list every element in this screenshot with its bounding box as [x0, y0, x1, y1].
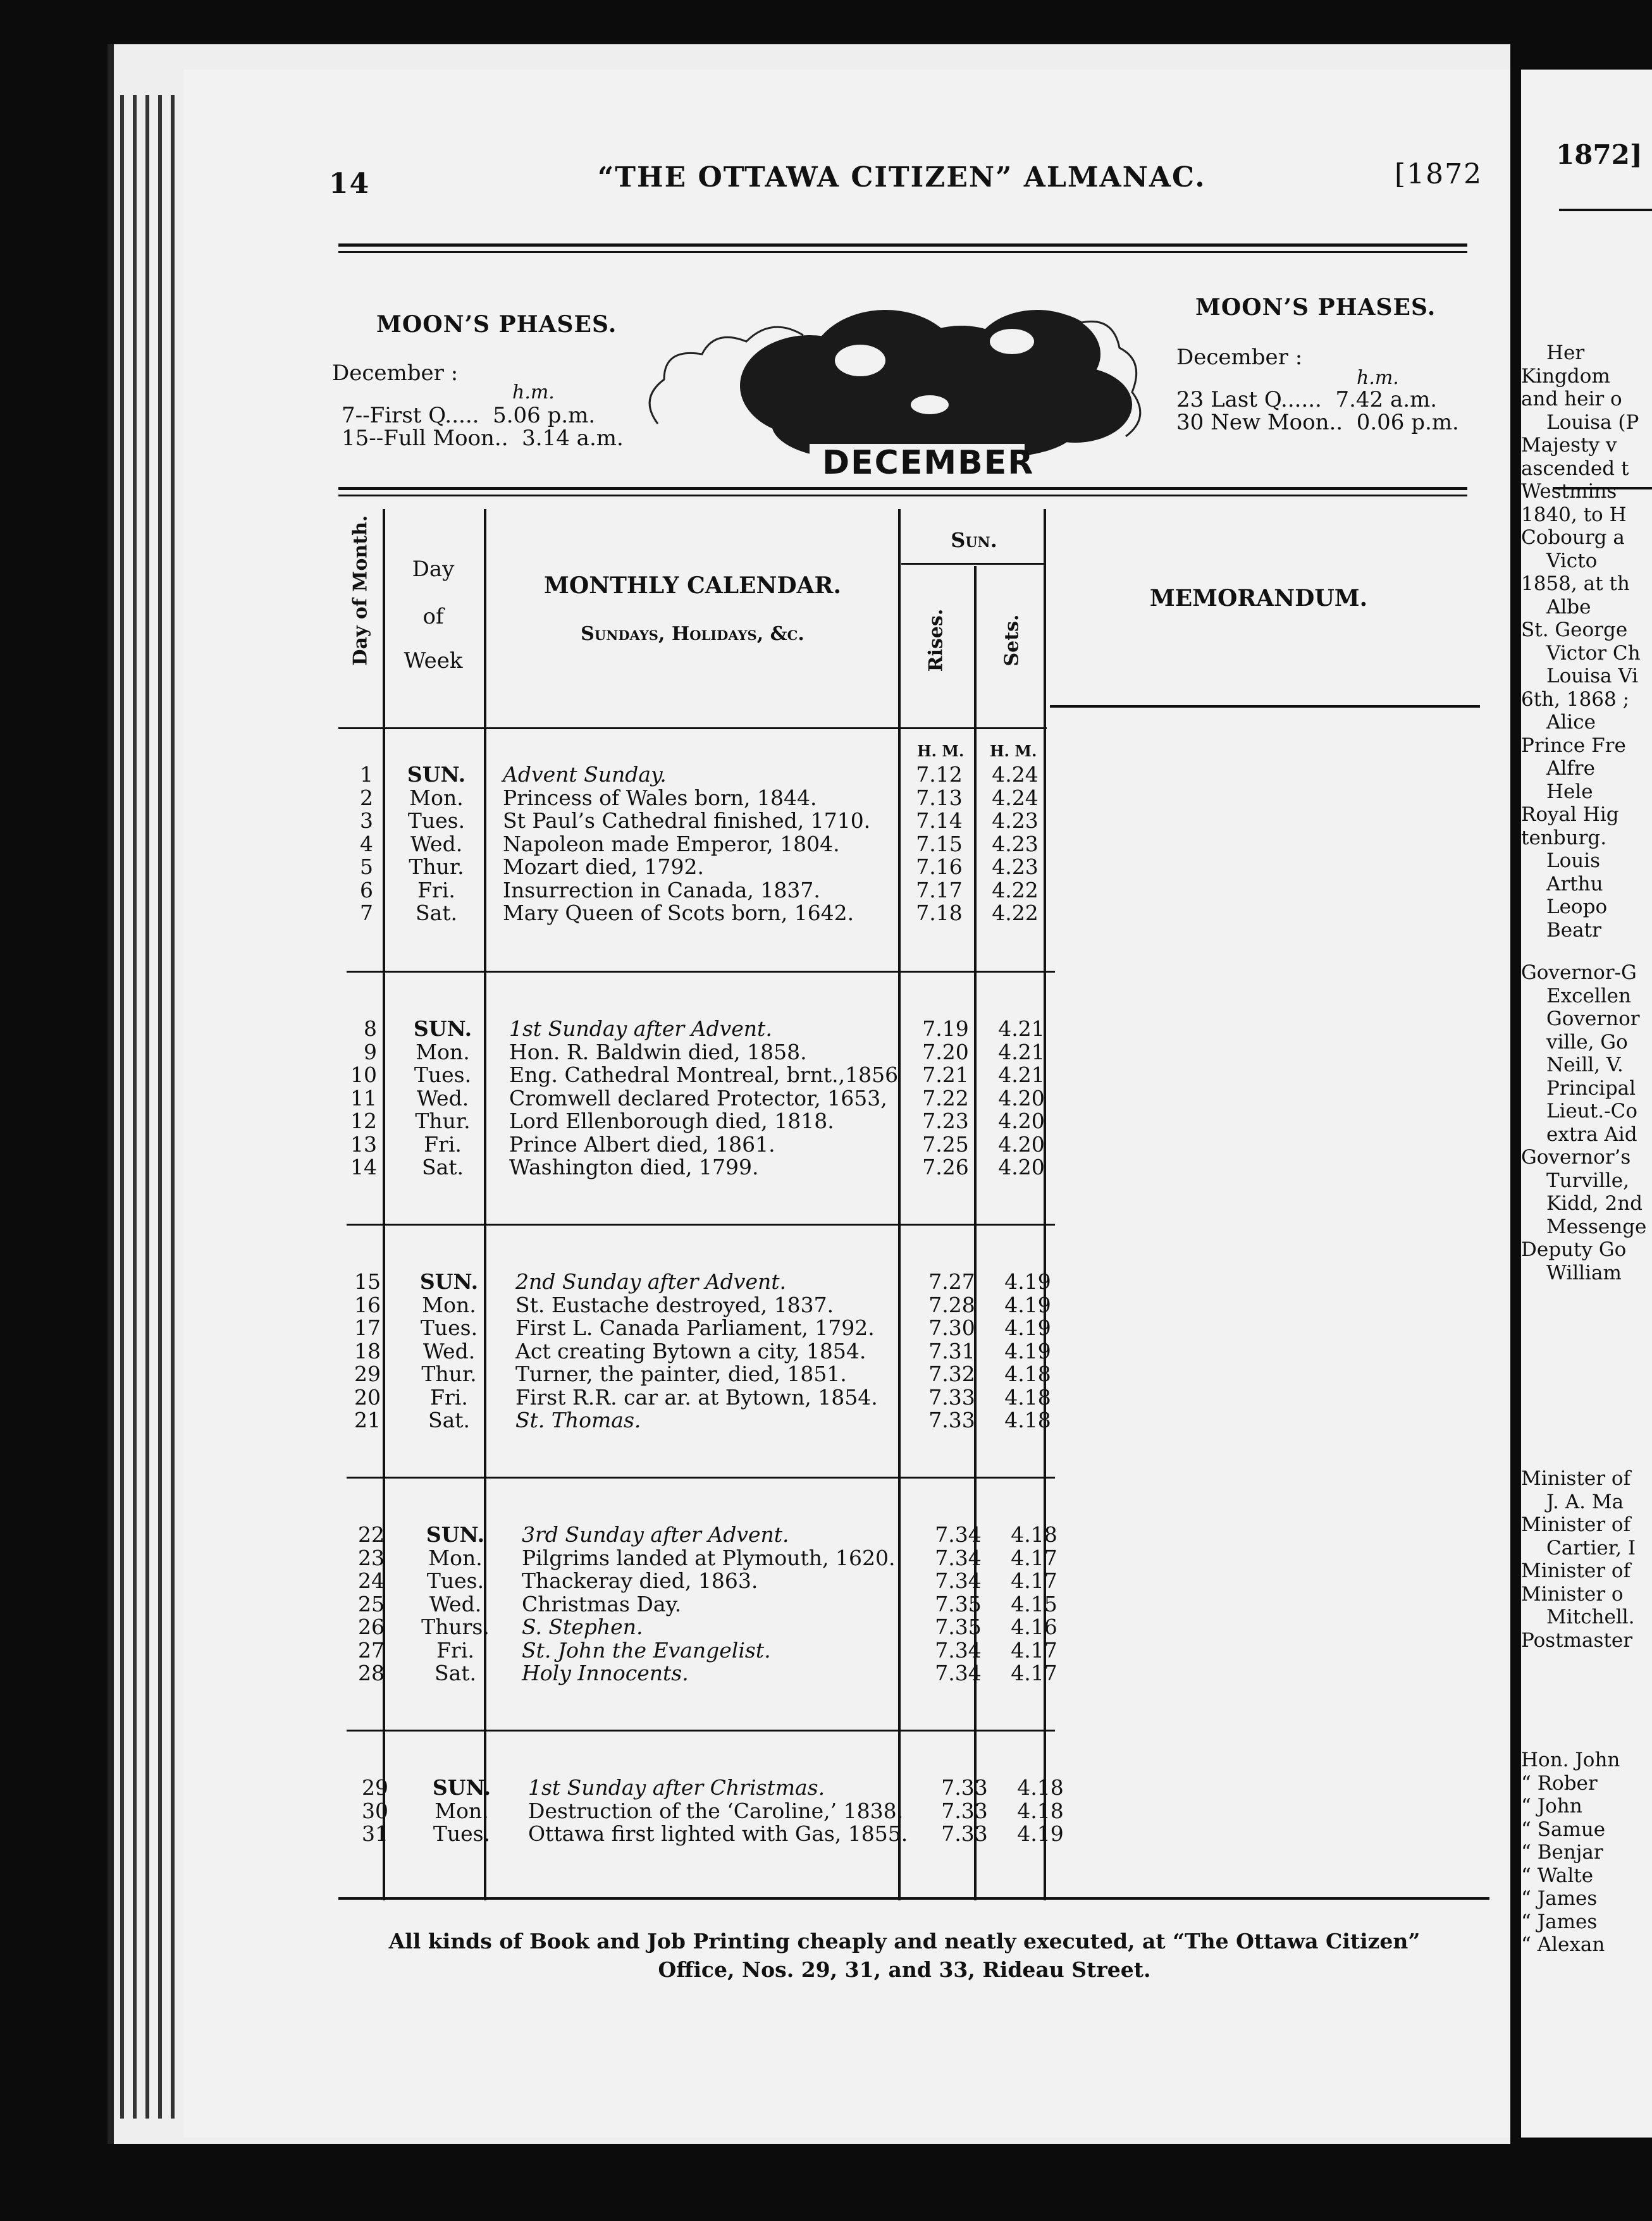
- facing-page-line: extra Aid: [1546, 1123, 1637, 1146]
- col-header-sets: Sets.: [1001, 614, 1023, 667]
- day-name: Sat.: [421, 1155, 464, 1179]
- facing-page-line: “ Walte: [1521, 1864, 1594, 1887]
- sun-rises: 7.18: [916, 901, 963, 925]
- day-number: 8: [364, 1016, 377, 1041]
- facing-page-line: Postmaster: [1521, 1628, 1633, 1652]
- footer-line-1: All kinds of Book and Job Printing cheaply and neatly executed, at “The Ottawa Citizen”: [388, 1929, 1421, 1953]
- sun-sets: 4.23: [992, 854, 1039, 879]
- day-name: SUN.: [407, 762, 466, 787]
- sun-rises: 7.34: [935, 1637, 982, 1663]
- sun-rule: [901, 563, 1044, 565]
- day-number: 4: [360, 831, 373, 856]
- day-name: Thur.: [409, 854, 464, 879]
- facing-page-line: Alfre: [1546, 757, 1595, 780]
- day-number: 16: [354, 1292, 381, 1317]
- facing-page-line: Turville,: [1546, 1169, 1629, 1192]
- sun-sets: 4.24: [992, 785, 1039, 810]
- calendar-row: [0, 1616, 1075, 1639]
- col-header-of: of: [422, 604, 444, 629]
- facing-page-line: ville, Go: [1546, 1030, 1628, 1054]
- day-number: 14: [350, 1155, 377, 1179]
- sun-sets: 4.16: [1011, 1615, 1057, 1639]
- sun-rises: 7.22: [922, 1085, 969, 1110]
- sun-sets: 4.17: [1011, 1545, 1057, 1570]
- calendar-event: 1st Sunday after Christmas.: [528, 1775, 825, 1800]
- facing-page-line: Principal: [1546, 1076, 1636, 1100]
- sun-sets: 4.20: [998, 1131, 1045, 1157]
- facing-page-line: Minister of: [1521, 1467, 1631, 1490]
- sun-sets: 4.19: [1004, 1292, 1051, 1317]
- facing-page-line: “ James: [1521, 1887, 1598, 1910]
- day-number: 6: [360, 877, 373, 902]
- footer-line-2: Office, Nos. 29, 31, and 33, Rideau Street.: [658, 1957, 1151, 1982]
- day-number: 20: [354, 1384, 381, 1410]
- december-illustration: [632, 278, 1170, 481]
- sun-sets: 4.18: [1017, 1798, 1064, 1823]
- facing-page-line: and heir o: [1521, 388, 1622, 410]
- memo-rule: [1050, 705, 1480, 708]
- day-name: Tues.: [420, 1315, 478, 1340]
- calendar-row: [0, 1547, 1075, 1570]
- facing-page-line: Deputy Go: [1521, 1238, 1627, 1261]
- facing-page-line: Victo: [1546, 549, 1598, 572]
- calendar-row: [0, 1591, 1075, 1616]
- calendar-event: Advent Sunday.: [503, 762, 667, 787]
- calendar-event: Mary Queen of Scots born, 1642.: [503, 901, 854, 925]
- calendar-row: [0, 764, 1075, 787]
- header-rule: [338, 251, 1467, 253]
- sun-rises: 7.20: [922, 1039, 969, 1064]
- sun-sets: 4.18: [1004, 1408, 1051, 1432]
- column-divider: [1044, 509, 1046, 1900]
- facing-page-line: Albe: [1546, 595, 1591, 618]
- header-rule: [338, 243, 1467, 247]
- hm-label-sets: H. M.: [990, 742, 1037, 760]
- facing-page-line: Neill, V.: [1546, 1054, 1624, 1076]
- calendar-event: Cromwell declared Protector, 1653,: [509, 1085, 887, 1110]
- col-header-day-of-month: Day of Month.: [349, 515, 372, 666]
- calendar-row: [0, 877, 1075, 902]
- day-name: Thur.: [421, 1362, 477, 1386]
- sun-rises: 7.13: [916, 785, 963, 810]
- day-number: 29: [362, 1775, 388, 1800]
- moon-month-left: December :: [332, 360, 459, 386]
- day-name: Mon.: [409, 785, 464, 810]
- sun-sets: 4.17: [1011, 1661, 1057, 1685]
- day-number: 13: [350, 1131, 377, 1157]
- calendar-event: Washington died, 1799.: [509, 1155, 759, 1179]
- sun-rises: 7.17: [916, 877, 963, 902]
- calendar-row: [0, 1338, 1075, 1363]
- calendar-row: [0, 831, 1075, 856]
- moon-entry-right: 23 Last Q...... 7.42 a.m.: [1176, 387, 1438, 412]
- sun-rises: 7.35: [935, 1615, 982, 1639]
- calendar-row: [0, 787, 1075, 810]
- day-name: Wed.: [410, 831, 463, 856]
- facing-page-line: Governor: [1546, 1007, 1640, 1030]
- table-top-rule: [338, 487, 1467, 490]
- sun-sets: 4.18: [1004, 1384, 1051, 1410]
- moon-entry-left: 15--Full Moon.. 3.14 a.m.: [342, 426, 624, 451]
- day-number: 3: [360, 808, 373, 833]
- facing-page: [1521, 70, 1652, 2138]
- sun-sets: 4.23: [992, 808, 1039, 833]
- calendar-event: Mozart died, 1792.: [503, 854, 705, 879]
- facing-page-line: Hele: [1546, 780, 1593, 803]
- sun-rises: 7.27: [928, 1269, 975, 1294]
- facing-page-line: Governor-G: [1521, 961, 1637, 984]
- calendar-event: 3rd Sunday after Advent.: [522, 1522, 789, 1547]
- day-number: 12: [350, 1109, 377, 1133]
- sun-rises: 7.32: [928, 1362, 975, 1386]
- calendar-event: Turner, the painter, died, 1851.: [515, 1362, 847, 1386]
- day-name: Sat.: [428, 1408, 471, 1432]
- sun-rises: 7.33: [941, 1798, 988, 1823]
- col-header-calendar-title: MONTHLY CALENDAR.: [543, 572, 841, 599]
- sun-rises: 7.34: [935, 1522, 982, 1547]
- sun-rises: 7.15: [916, 831, 963, 856]
- day-number: 2: [360, 785, 373, 810]
- facing-page-line: Prince Fre: [1521, 734, 1626, 757]
- sun-rises: 7.16: [916, 854, 963, 879]
- column-divider: [898, 509, 901, 1900]
- calendar-row: [0, 1039, 1075, 1064]
- week-separator: [347, 1730, 1055, 1732]
- facing-page-line: Cobourg a: [1521, 526, 1625, 549]
- day-number: 5: [360, 854, 373, 879]
- day-number: 10: [350, 1062, 377, 1087]
- day-number: 11: [350, 1085, 377, 1110]
- day-name: Thurs.: [421, 1615, 490, 1639]
- day-name: Fri.: [436, 1637, 474, 1663]
- facing-page-line: Governor’s: [1521, 1146, 1631, 1169]
- sun-sets: 4.19: [1004, 1338, 1051, 1363]
- day-number: 25: [358, 1591, 385, 1616]
- calendar-row: [0, 1800, 1075, 1823]
- calendar-row: [0, 1018, 1075, 1041]
- day-name: Wed.: [422, 1338, 476, 1363]
- calendar-event: St Paul’s Cathedral finished, 1710.: [503, 808, 871, 833]
- day-number: 31: [362, 1821, 388, 1846]
- calendar-event: Napoleon made Emperor, 1804.: [503, 831, 840, 856]
- moon-hm-right: h.m.: [1357, 367, 1399, 389]
- calendar-event: St. Eustache destroyed, 1837.: [515, 1292, 834, 1317]
- calendar-row: [0, 1524, 1075, 1547]
- sun-sets: 4.15: [1011, 1591, 1057, 1616]
- day-number: 9: [364, 1039, 377, 1064]
- facing-page-line: Messenge: [1546, 1215, 1647, 1238]
- week-separator: [347, 1224, 1055, 1226]
- day-number: 21: [354, 1408, 381, 1432]
- calendar-row: [0, 1157, 1075, 1179]
- sun-rises: 7.31: [928, 1338, 975, 1363]
- calendar-row: [0, 1410, 1075, 1432]
- facing-page-line: 1840, to H: [1521, 503, 1627, 526]
- calendar-event: Act creating Bytown a city, 1854.: [515, 1338, 866, 1363]
- sun-rises: 7.14: [916, 808, 963, 833]
- facing-page-line: “ John: [1521, 1795, 1582, 1818]
- facing-page-line: Minister of: [1521, 1513, 1631, 1536]
- calendar-row: [0, 1085, 1075, 1110]
- day-name: Tues.: [407, 808, 465, 833]
- facing-page-line: Excellen: [1546, 984, 1631, 1007]
- week-separator: [347, 971, 1055, 973]
- col-header-rises: Rises.: [925, 608, 947, 672]
- sun-rises: 7.12: [916, 762, 963, 787]
- hm-label-rises: H. M.: [917, 742, 965, 760]
- calendar-event: Prince Albert died, 1861.: [509, 1131, 775, 1157]
- calendar-row: [0, 1637, 1075, 1663]
- facing-page-line: Alice: [1546, 711, 1596, 734]
- day-name: Fri.: [417, 877, 455, 902]
- sun-sets: 4.21: [998, 1039, 1045, 1064]
- week-separator: [347, 1477, 1055, 1479]
- sun-rises: 7.33: [928, 1384, 975, 1410]
- sun-rises: 7.34: [935, 1568, 982, 1593]
- day-name: Tues.: [426, 1568, 484, 1593]
- facing-page-line: Beatr: [1546, 918, 1601, 942]
- page-number: 14: [329, 168, 371, 200]
- calendar-event: Ottawa first lighted with Gas, 1855.: [528, 1821, 908, 1846]
- calendar-row: [0, 1777, 1075, 1800]
- facing-page-line: Hon. John: [1521, 1749, 1620, 1771]
- day-name: Mon.: [416, 1039, 470, 1064]
- facing-page-line: Louis: [1546, 849, 1601, 872]
- calendar-row: [0, 1064, 1075, 1087]
- column-divider: [383, 509, 385, 1900]
- moon-entry-right: 30 New Moon.. 0.06 p.m.: [1176, 410, 1459, 435]
- column-divider: [484, 509, 486, 1900]
- sun-sets: 4.20: [998, 1109, 1045, 1133]
- facing-page-year: 1872]: [1556, 139, 1643, 170]
- facing-page-line: Mitchell.: [1546, 1606, 1635, 1628]
- moon-hm-left: h.m.: [512, 381, 555, 403]
- facing-page-line: Her: [1546, 341, 1585, 364]
- page-year: [1872: [1395, 158, 1483, 190]
- calendar-event: Christmas Day.: [522, 1591, 682, 1616]
- col-header-memorandum: MEMORANDUM.: [1149, 585, 1368, 612]
- sun-sets: 4.18: [1011, 1522, 1057, 1547]
- day-number: 30: [362, 1798, 388, 1823]
- facing-page-line: Minister o: [1521, 1582, 1624, 1606]
- sun-sets: 4.17: [1011, 1637, 1057, 1663]
- sun-rises: 7.33: [928, 1408, 975, 1432]
- sun-rises: 7.19: [922, 1016, 969, 1041]
- page-title: “THE OTTAWA CITIZEN” ALMANAC.: [598, 161, 1206, 194]
- day-name: Mon.: [435, 1798, 489, 1823]
- facing-page-line: Lieut.-Co: [1546, 1100, 1637, 1123]
- sun-sets: 4.19: [1017, 1821, 1064, 1846]
- col-header-week: Week: [404, 648, 463, 674]
- calendar-row: [0, 1363, 1075, 1386]
- facing-page-line: Louisa (P: [1546, 410, 1639, 434]
- facing-page-line: 6th, 1868 ;: [1521, 687, 1630, 711]
- facing-page-line: ascended t: [1521, 457, 1629, 480]
- calendar-row: [0, 856, 1075, 879]
- day-name: Sat.: [434, 1661, 477, 1685]
- day-name: SUN.: [432, 1775, 491, 1800]
- facing-page-line: tenburg.: [1521, 826, 1607, 849]
- day-name: Fri.: [424, 1131, 462, 1157]
- sun-sets: 4.19: [1004, 1315, 1051, 1340]
- sun-sets: 4.18: [1017, 1775, 1064, 1800]
- sun-sets: 4.21: [998, 1062, 1045, 1087]
- facing-page-line: Leopo: [1546, 895, 1608, 918]
- facing-page-line: Kidd, 2nd: [1546, 1192, 1643, 1215]
- sun-rises: 7.26: [922, 1155, 969, 1179]
- illustration-label: DECEMBER: [822, 444, 1035, 482]
- sun-sets: 4.22: [992, 877, 1039, 902]
- day-number: 26: [358, 1615, 385, 1639]
- sun-rises: 7.25: [922, 1131, 969, 1157]
- facing-page-line: “ James: [1521, 1910, 1598, 1933]
- facing-page-line: Louisa Vi: [1546, 665, 1639, 687]
- sun-rises: 7.21: [922, 1062, 969, 1087]
- moon-month-right: December :: [1176, 345, 1303, 370]
- sun-rises: 7.35: [935, 1591, 982, 1616]
- facing-rule: [1559, 209, 1652, 211]
- calendar-row: [0, 902, 1075, 925]
- sun-sets: 4.22: [992, 901, 1039, 925]
- day-number: 23: [358, 1545, 385, 1570]
- day-name: Fri.: [430, 1384, 468, 1410]
- moon-phases-title-left: MOON’S PHASES.: [376, 311, 617, 338]
- day-number: 22: [358, 1522, 385, 1547]
- calendar-row: [0, 1317, 1075, 1340]
- calendar-row: [0, 1131, 1075, 1157]
- calendar-event: St. John the Evangelist.: [522, 1637, 771, 1663]
- facing-page-line: Royal Hig: [1521, 803, 1619, 826]
- calendar-row: [0, 1384, 1075, 1410]
- facing-page-line: “ Benjar: [1521, 1841, 1603, 1864]
- calendar-event: Holy Innocents.: [522, 1661, 689, 1685]
- facing-page-line: Westmins: [1521, 480, 1617, 503]
- calendar-row: [0, 1110, 1075, 1133]
- day-number: 1: [360, 762, 373, 787]
- day-name: Mon.: [428, 1545, 483, 1570]
- calendar-event: 2nd Sunday after Advent.: [515, 1269, 786, 1294]
- day-name: Wed.: [416, 1085, 469, 1110]
- sun-rises: 7.34: [935, 1661, 982, 1685]
- calendar-event: Lord Ellenborough died, 1818.: [509, 1109, 834, 1133]
- calendar-row: [0, 810, 1075, 833]
- col-header-calendar-sub: Sundays, Holidays, &c.: [581, 623, 804, 645]
- facing-page-line: “ Alexan: [1521, 1933, 1605, 1956]
- facing-page-line: J. A. Ma: [1546, 1490, 1624, 1513]
- day-name: Thur.: [415, 1109, 471, 1133]
- day-number: 28: [358, 1661, 385, 1685]
- day-number: 18: [354, 1338, 381, 1363]
- calendar-event: First R.R. car ar. at Bytown, 1854.: [515, 1384, 878, 1410]
- day-number: 7: [360, 901, 373, 925]
- sun-sets: 4.21: [998, 1016, 1045, 1041]
- week-separator: [338, 727, 1047, 729]
- moon-phases-title-right: MOON’S PHASES.: [1195, 294, 1436, 321]
- facing-page-line: 1858, at th: [1521, 572, 1630, 595]
- facing-page-line: William: [1546, 1261, 1622, 1284]
- table-bottom-rule: [338, 1897, 1489, 1900]
- sun-sets: 4.18: [1004, 1362, 1051, 1386]
- calendar-event: Eng. Cathedral Montreal, brnt.,1856: [509, 1062, 899, 1087]
- sun-sets: 4.19: [1004, 1269, 1051, 1294]
- calendar-event: Destruction of the ‘Caroline,’ 1838.: [528, 1798, 904, 1823]
- day-name: SUN.: [413, 1016, 472, 1041]
- col-header-day: Day: [412, 557, 455, 582]
- facing-page-line: Majesty v: [1521, 434, 1617, 457]
- sun-rises: 7.30: [928, 1315, 975, 1340]
- day-number: 24: [358, 1568, 385, 1593]
- facing-page-line: Cartier, I: [1546, 1536, 1636, 1560]
- calendar-event: Princess of Wales born, 1844.: [503, 785, 817, 810]
- col-header-sun: Sun.: [951, 528, 997, 552]
- sun-rises: 7.33: [941, 1775, 988, 1800]
- calendar-event: Hon. R. Baldwin died, 1858.: [509, 1039, 807, 1064]
- calendar-row: [0, 1292, 1075, 1317]
- facing-page-line: Kingdom: [1521, 364, 1610, 388]
- day-name: Tues.: [433, 1821, 491, 1846]
- facing-page-line: Victor Ch: [1546, 641, 1641, 665]
- calendar-row: [0, 1663, 1075, 1685]
- calendar-event: Insurrection in Canada, 1837.: [503, 877, 820, 902]
- sun-sets: 4.24: [992, 762, 1039, 787]
- calendar-event: St. Thomas.: [515, 1408, 641, 1432]
- day-number: 15: [354, 1269, 381, 1294]
- sun-rises: 7.34: [935, 1545, 982, 1570]
- moon-entry-left: 7--First Q..... 5.06 p.m.: [342, 403, 596, 428]
- facing-page-line: Minister of: [1521, 1560, 1631, 1582]
- calendar-event: S. Stephen.: [522, 1615, 643, 1639]
- table-top-rule: [338, 495, 1467, 496]
- calendar-event: Pilgrims landed at Plymouth, 1620.: [522, 1545, 896, 1570]
- day-name: Mon.: [422, 1292, 476, 1317]
- day-number: 29: [354, 1362, 381, 1386]
- facing-page-line: Arthu: [1546, 872, 1603, 895]
- day-number: 17: [354, 1315, 381, 1340]
- day-name: SUN.: [426, 1522, 485, 1547]
- sun-rises: 7.23: [922, 1109, 969, 1133]
- day-name: Tues.: [414, 1062, 472, 1087]
- sun-sets: 4.17: [1011, 1568, 1057, 1593]
- calendar-event: 1st Sunday after Advent.: [509, 1016, 772, 1041]
- facing-page-line: St. George: [1521, 618, 1628, 641]
- sun-sets: 4.23: [992, 831, 1039, 856]
- day-name: Sat.: [415, 901, 458, 925]
- sun-sets: 4.20: [998, 1155, 1045, 1179]
- facing-page-line: “ Rober: [1521, 1771, 1598, 1795]
- calendar-event: First L. Canada Parliament, 1792.: [515, 1315, 875, 1340]
- calendar-event: Thackeray died, 1863.: [522, 1568, 758, 1593]
- calendar-row: [0, 1823, 1075, 1846]
- day-name: Wed.: [429, 1591, 482, 1616]
- calendar-row: [0, 1271, 1075, 1294]
- sun-rises: 7.28: [928, 1292, 975, 1317]
- sun-sets: 4.20: [998, 1085, 1045, 1110]
- calendar-row: [0, 1570, 1075, 1593]
- sun-rises: 7.33: [941, 1821, 988, 1846]
- day-name: SUN.: [419, 1269, 479, 1294]
- day-number: 27: [358, 1637, 385, 1663]
- facing-page-line: “ Samue: [1521, 1818, 1606, 1841]
